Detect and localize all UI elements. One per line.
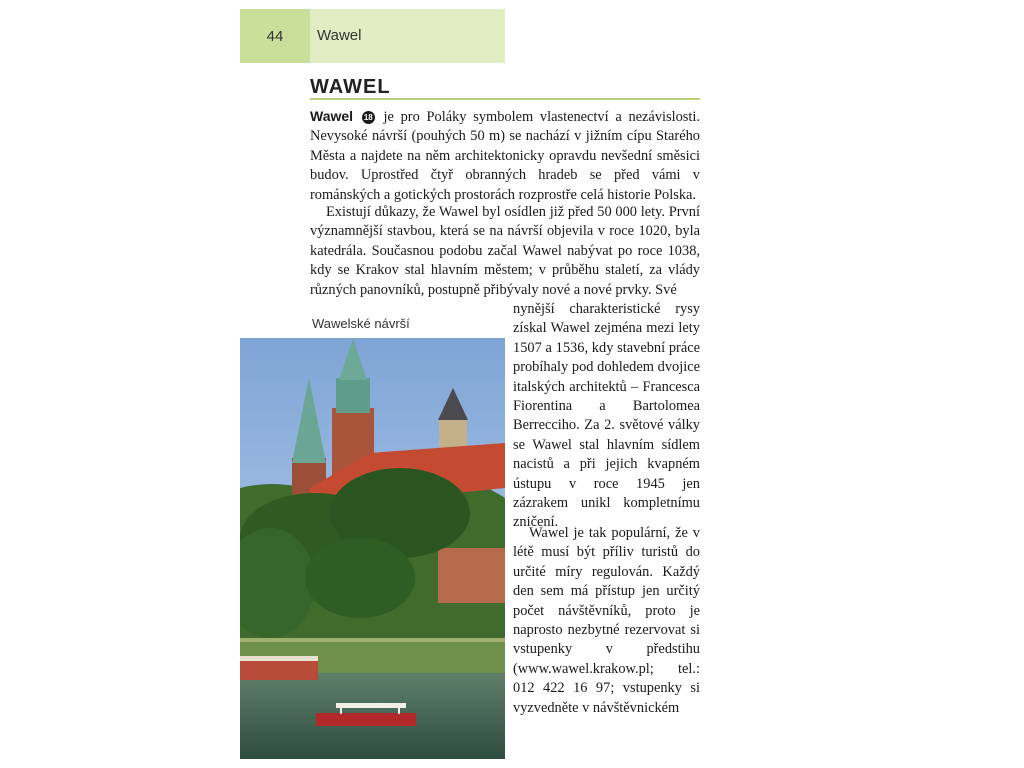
page-number: 44	[240, 9, 310, 63]
intro-text: je pro Poláky symbolem vlastenectví a nezávislosti. Nevysoké návrší (pouhých 50 m) se nachází v jižním cípu Starého Města a najdete na něm architektonicky opravdu nevšední směsici budov. Uprostřed čtyř obranných hradeb se před vámi v románských a gotických prostorách rozprostře celá historie Polska.	[310, 109, 700, 203]
wawel-hill-photo	[240, 338, 505, 759]
running-header	[240, 9, 505, 63]
intro-paragraph	[310, 107, 700, 205]
history-paragraph: Existují důkazy, že Wawel byl osídlen již před 50 000 lety. První významnější stavbou, která se na návrší objevila v roce 1020, byla katedrála. Současnou podobu začal Wawel nabývat po roce 1038, kdy se Krakov stal hlavním městem; v průběhu staletí, za vlády různých panovníků, postupně přibývaly nové a nové prvky. Své	[310, 204, 700, 298]
section-title: WAWEL	[310, 76, 391, 98]
history-paragraph-continued: nynější charakteristické rysy získal Wawel zejména mezi lety 1507 a 1536, kdy stavební práce probíhaly pod dohledem dvojice italských architektů – Francesca Fiorentina a Bartolomea Berrecciho. Za 2. světové války se Wawel stal hlavním sídlem nacistů a při jejich kvapném ústupu v roce 1945 jen zázrakem unikl kompletnímu zničení.	[513, 301, 700, 531]
running-head-title: Wawel	[317, 27, 362, 44]
lead-word: Wawel	[310, 108, 354, 124]
title-rule	[310, 98, 700, 100]
visit-paragraph: Wawel je tak populární, že v létě musí být příliv turistů do určité míry regulován. Každý den sem má přístup jen určitý počet návštěvníků, proto je naprosto nezbytné rezervovat si vstupenky v předstihu (www.wawel.krakow.pl; tel.: 012 422 16 97; vstupenky si vyzvedněte v návštěvnickém	[513, 525, 700, 716]
photo-caption: Wawelské návrší	[312, 316, 410, 331]
map-marker-icon: 18	[362, 111, 375, 124]
